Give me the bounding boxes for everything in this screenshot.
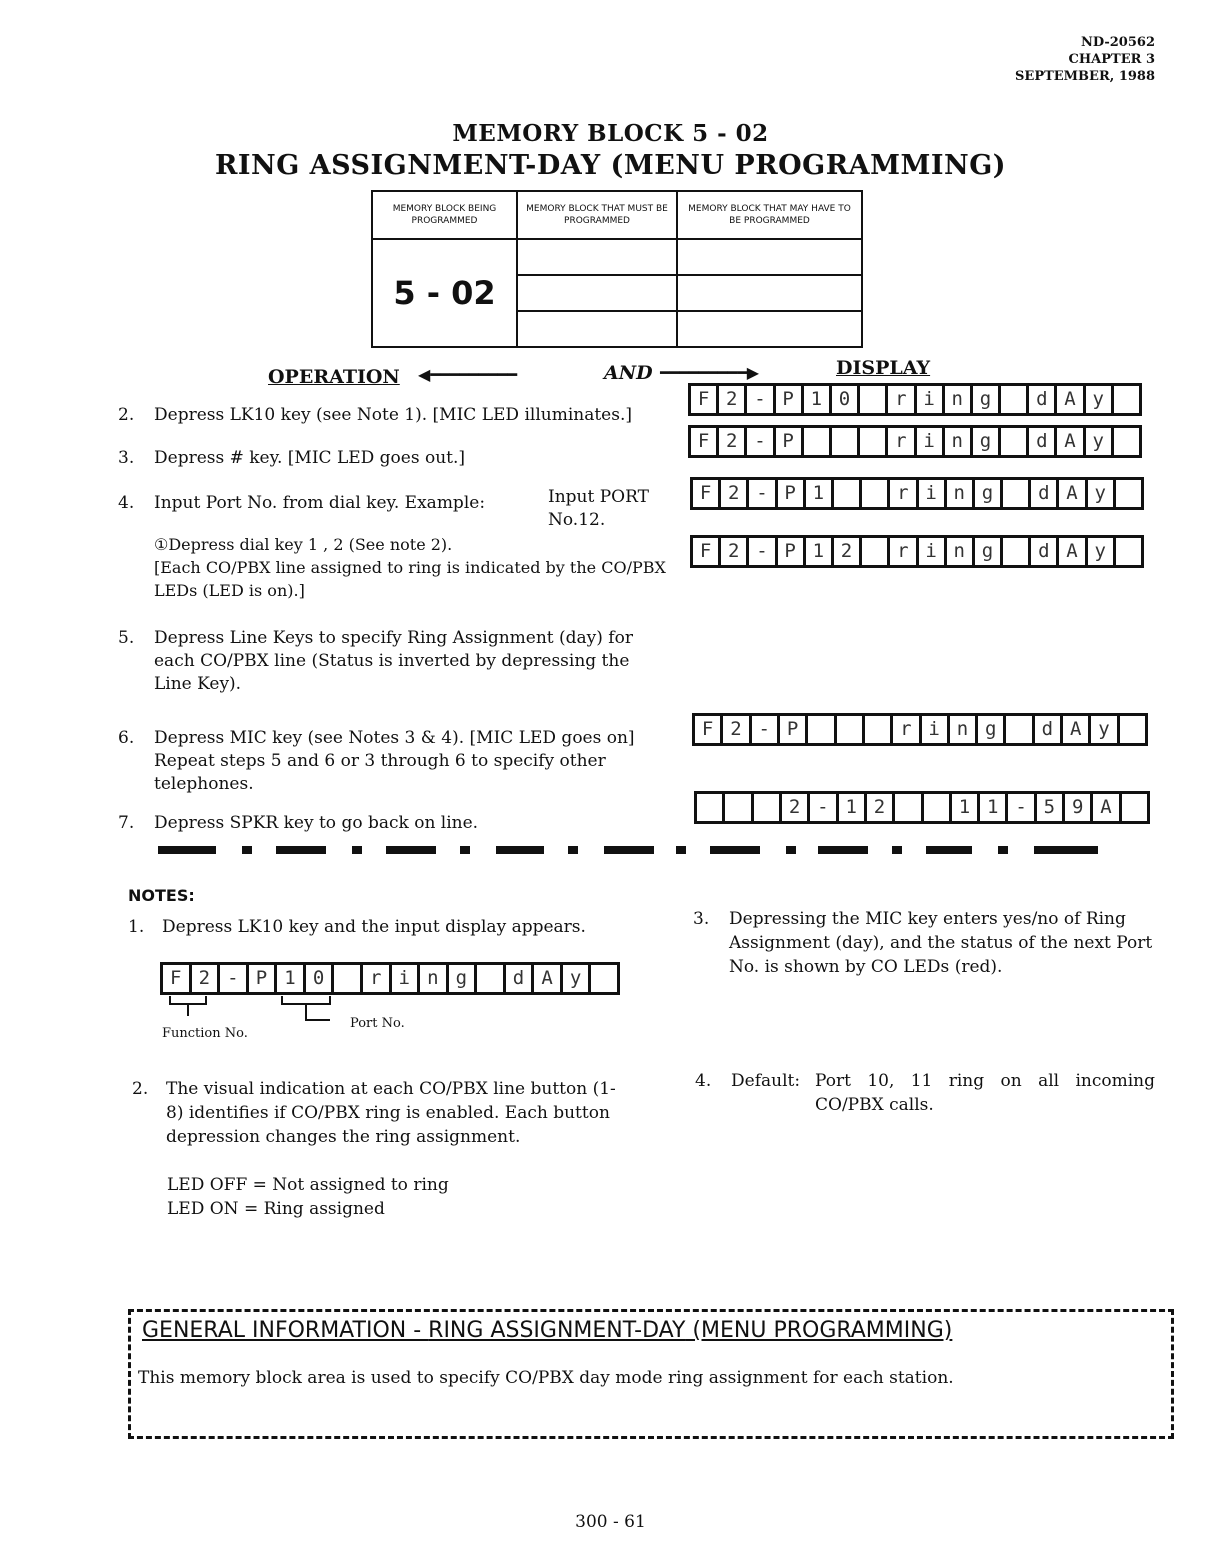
lcd-cell: A [1093, 794, 1121, 821]
lcd-display [694, 791, 1150, 824]
lcd-cell: P [776, 386, 804, 413]
lcd-cell: y [1088, 538, 1116, 565]
lcd-cell: r [363, 965, 392, 992]
lcd-cell: A [1057, 428, 1085, 455]
lcd-cell: g [978, 716, 1006, 743]
lcd-cell: 2 [723, 716, 751, 743]
page-number: 300 - 61 [575, 1512, 646, 1532]
lcd-cell [1122, 794, 1147, 821]
memory-block-value: 5 - 02 [372, 239, 517, 347]
lcd-cell: r [893, 716, 921, 743]
lcd-cell: 1 [277, 965, 306, 992]
lcd-cell [697, 794, 725, 821]
lcd-cell [1006, 716, 1034, 743]
lcd-cell [591, 965, 617, 992]
lcd-cell: A [1063, 716, 1091, 743]
lcd-cell [924, 794, 952, 821]
lcd-cell: P [778, 480, 806, 507]
lcd-cell: y [1086, 386, 1114, 413]
step-4-substep: ①Depress dial key 1 , 2 (See note 2). [Each CO/PBX line assigned to ring is indicated by the CO/PBX LEDs (LED is on).] [154, 535, 666, 600]
lcd-cell: n [947, 480, 975, 507]
arrow-left-icon: ◀━━━━━━━━━ [418, 365, 517, 384]
lcd-cell: - [1008, 794, 1036, 821]
lcd-cell: d [1029, 386, 1057, 413]
table-header-being: MEMORY BLOCK BEING PROGRAMMED [372, 191, 517, 239]
lcd-cell: 1 [806, 538, 834, 565]
notes-heading: NOTES: [128, 886, 195, 905]
lcd-cell: g [975, 480, 1003, 507]
lcd-display [690, 477, 1144, 510]
lcd-cell [334, 965, 363, 992]
lcd-cell: n [950, 716, 978, 743]
lcd-cell: P [776, 428, 804, 455]
lcd-cell [860, 386, 888, 413]
chapter: CHAPTER 3 [1068, 52, 1155, 67]
table-cell [677, 239, 862, 275]
lcd-cell: A [534, 965, 563, 992]
lcd-cell: - [220, 965, 249, 992]
lcd-cell: r [888, 386, 916, 413]
table-cell [517, 239, 677, 275]
lcd-cell: d [1031, 480, 1059, 507]
and-label: AND [604, 362, 653, 384]
lcd-display [160, 962, 620, 995]
lcd-cell [1001, 428, 1029, 455]
lcd-cell: F [693, 480, 721, 507]
lcd-cell [1001, 386, 1029, 413]
lcd-cell [754, 794, 782, 821]
table-cell [517, 275, 677, 311]
lcd-cell [804, 428, 832, 455]
lcd-cell: r [888, 428, 916, 455]
date: SEPTEMBER, 1988 [1015, 69, 1155, 84]
lcd-cell: 1 [839, 794, 867, 821]
lcd-cell: i [917, 428, 945, 455]
lcd-cell: P [249, 965, 278, 992]
table-header-may: MEMORY BLOCK THAT MAY HAVE TO BE PROGRAMMED [677, 191, 862, 239]
memory-block-table [371, 190, 863, 348]
lcd-cell: A [1059, 538, 1087, 565]
lcd-cell: 1 [952, 794, 980, 821]
table-cell [677, 275, 862, 311]
lcd-cell: 2 [834, 538, 862, 565]
lcd-cell [865, 716, 893, 743]
doc-number: ND-20562 [1080, 35, 1155, 50]
step-4: 4. Input Port No. from dial key. Example: [118, 493, 486, 513]
step-6: 6. Depress MIC key (see Notes 3 & 4). [MIC LED goes on] Repeat steps 5 and 6 or 3 through 6 to specify other telephones. [118, 728, 635, 794]
lcd-cell: F [693, 538, 721, 565]
lcd-cell: d [1035, 716, 1063, 743]
lcd-cell: F [163, 965, 192, 992]
note-1: 1. Depress LK10 key and the input display appears. [128, 917, 586, 937]
lcd-cell: 1 [806, 480, 834, 507]
lcd-display [688, 425, 1142, 458]
lcd-cell: r [890, 480, 918, 507]
lcd-cell: 1 [980, 794, 1008, 821]
lcd-cell: y [1086, 428, 1114, 455]
note-4: 4. Default: Port 10, 11 ring on all incoming CO/PBX calls. [695, 1071, 1155, 1115]
lcd-cell [808, 716, 836, 743]
lcd-cell [860, 428, 888, 455]
step-3: 3. Depress # key. [MIC LED goes out.] [118, 448, 466, 468]
lcd-cell: 5 [1037, 794, 1065, 821]
lcd-cell [1114, 428, 1139, 455]
function-no-label: Function No. [162, 1026, 248, 1041]
lcd-cell [1003, 538, 1031, 565]
lcd-cell: - [747, 386, 775, 413]
lcd-cell [895, 794, 923, 821]
table-header-must: MEMORY BLOCK THAT MUST BE PROGRAMMED [517, 191, 677, 239]
step-2: 2. Depress LK10 key (see Note 1). [MIC LED illuminates.] [118, 405, 633, 425]
lcd-cell: n [420, 965, 449, 992]
lcd-cell: - [747, 428, 775, 455]
lcd-cell: i [919, 480, 947, 507]
operation-label: OPERATION [268, 366, 400, 388]
display-label: DISPLAY [836, 357, 931, 379]
lcd-cell: r [890, 538, 918, 565]
lcd-cell [832, 428, 860, 455]
lcd-cell: 0 [832, 386, 860, 413]
lcd-cell: g [973, 428, 1001, 455]
port-no-label: Port No. [350, 1016, 405, 1031]
port-bracket [282, 996, 330, 1020]
lcd-cell: 2 [192, 965, 221, 992]
lcd-cell: i [922, 716, 950, 743]
step-4-example: Input PORT No.12. [548, 487, 649, 530]
lcd-cell: 2 [721, 538, 749, 565]
bracket-diagram [160, 994, 340, 1026]
lcd-cell: 1 [804, 386, 832, 413]
lcd-cell: i [919, 538, 947, 565]
function-bracket [170, 996, 206, 1016]
lcd-cell [1116, 480, 1141, 507]
led-legend [167, 1173, 449, 1221]
lcd-cell: 2 [719, 428, 747, 455]
lcd-cell: P [780, 716, 808, 743]
table-cell [517, 311, 677, 347]
lcd-cell [862, 480, 890, 507]
lcd-cell: 9 [1065, 794, 1093, 821]
lcd-cell: F [695, 716, 723, 743]
lcd-cell: F [691, 386, 719, 413]
lcd-cell: n [945, 428, 973, 455]
step-5: 5. Depress Line Keys to specify Ring Assignment (day) for each CO/PBX line (Status is inverted by depressing the Line Key). [118, 628, 633, 694]
step-7: 7. Depress SPKR key to go back on line. [118, 813, 479, 833]
table-cell [677, 311, 862, 347]
lcd-cell: y [1091, 716, 1119, 743]
lcd-cell: d [506, 965, 535, 992]
page-subtitle: RING ASSIGNMENT-DAY (MENU PROGRAMMING) [214, 150, 1007, 181]
lcd-cell: y [563, 965, 592, 992]
lcd-cell: g [973, 386, 1001, 413]
lcd-display [688, 383, 1142, 416]
lcd-cell [862, 538, 890, 565]
document-header [1015, 34, 1155, 85]
lcd-cell: 2 [782, 794, 810, 821]
lcd-cell: 0 [306, 965, 335, 992]
lcd-cell [834, 480, 862, 507]
lcd-cell: d [1031, 538, 1059, 565]
lcd-display [692, 713, 1148, 746]
lcd-cell: - [752, 716, 780, 743]
lcd-cell: A [1057, 386, 1085, 413]
lcd-cell: - [749, 480, 777, 507]
note-3: 3. Depressing the MIC key enters yes/no of Ring Assignment (day), and the status of the next Port No. is shown by CO LEDs (red). [693, 909, 1153, 977]
lcd-cell: 2 [721, 480, 749, 507]
lcd-cell: - [810, 794, 838, 821]
led-on-text: LED ON = Ring assigned [167, 1199, 385, 1219]
lcd-cell [1114, 386, 1139, 413]
lcd-cell [725, 794, 753, 821]
page-title: MEMORY BLOCK 5 - 02 [452, 120, 769, 147]
lcd-cell: g [975, 538, 1003, 565]
lcd-cell: 2 [719, 386, 747, 413]
lcd-cell: d [1029, 428, 1057, 455]
lcd-cell: y [1088, 480, 1116, 507]
lcd-cell: i [392, 965, 421, 992]
lcd-cell: - [749, 538, 777, 565]
lcd-cell: g [449, 965, 478, 992]
lcd-cell: A [1059, 480, 1087, 507]
lcd-cell [837, 716, 865, 743]
lcd-cell: i [917, 386, 945, 413]
lcd-cell: 2 [867, 794, 895, 821]
lcd-cell: n [947, 538, 975, 565]
lcd-cell [1003, 480, 1031, 507]
general-info-title: GENERAL INFORMATION - RING ASSIGNMENT-DAY (MENU PROGRAMMING) [142, 1318, 953, 1343]
arrow-right-icon: ━━━━━━━━━▶ [660, 363, 759, 382]
lcd-cell [1116, 538, 1141, 565]
lcd-cell [1120, 716, 1145, 743]
general-info-text: This memory block area is used to specify CO/PBX day mode ring assignment for each station. [138, 1368, 954, 1388]
lcd-cell [477, 965, 506, 992]
lcd-cell: F [691, 428, 719, 455]
led-off-text: LED OFF = Not assigned to ring [167, 1175, 449, 1195]
note-2: 2. The visual indication at each CO/PBX line button (1-8) identifies if CO/PBX ring is enabled. Each button depression changes the ring assignment. [132, 1079, 616, 1147]
lcd-display [690, 535, 1144, 568]
lcd-cell: P [778, 538, 806, 565]
lcd-cell: n [945, 386, 973, 413]
